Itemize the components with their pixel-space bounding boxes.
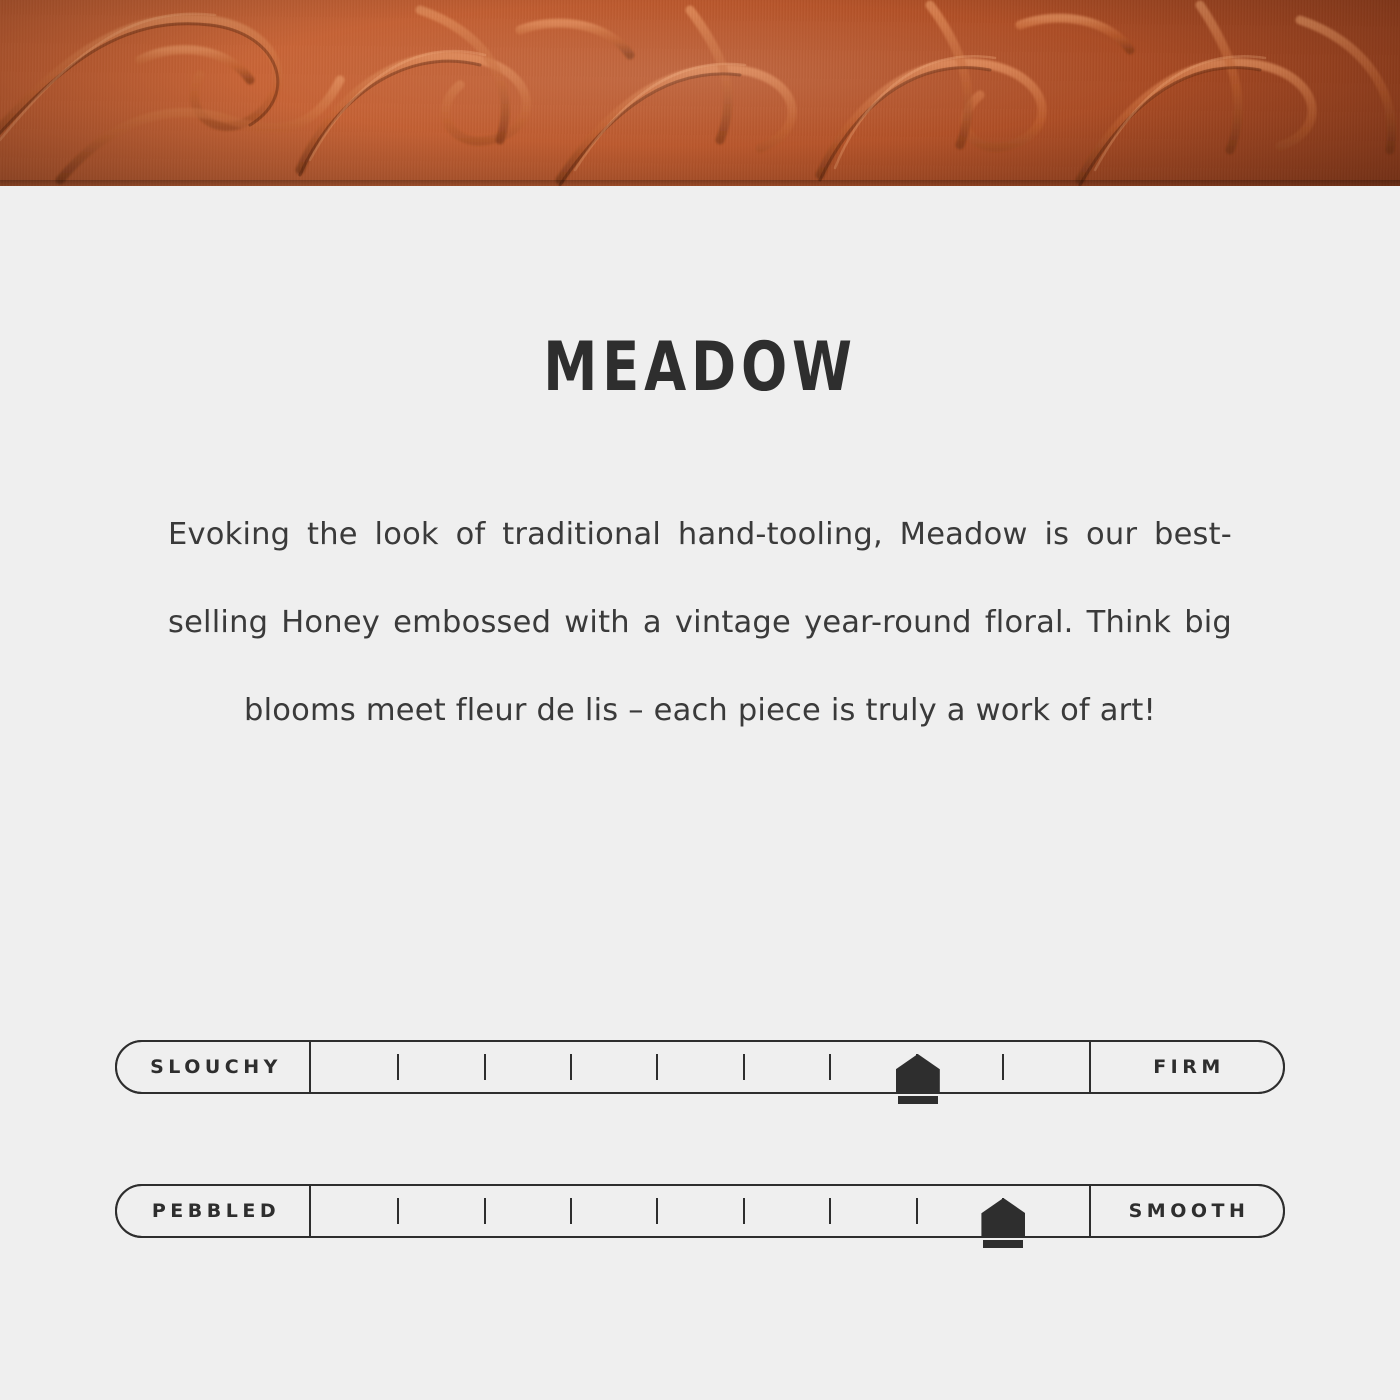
product-description: Evoking the look of traditional hand-tooling, Meadow is our best-selling Honey embossed with a vintage year-round floral. Think big blooms meet fleur de lis – each piece is truly a work of art! <box>168 517 1232 728</box>
scale-tick <box>829 1198 831 1224</box>
scale-marker[interactable] <box>981 1198 1025 1254</box>
leather-texture-banner <box>0 0 1400 186</box>
scale-tick <box>397 1054 399 1080</box>
scale-texture <box>115 1184 1285 1240</box>
scale-left-label: SLOUCHY <box>115 1040 311 1094</box>
scale-marker-base <box>983 1240 1023 1248</box>
scale-tick <box>829 1054 831 1080</box>
scale-tick <box>656 1054 658 1080</box>
scale-tick <box>570 1198 572 1224</box>
scale-tick <box>1002 1054 1004 1080</box>
scale-left-label: PEBBLED <box>115 1184 311 1238</box>
scale-tick <box>484 1054 486 1080</box>
scale-ticks <box>311 1184 1089 1238</box>
scale-right-label: FIRM <box>1089 1040 1285 1094</box>
scale-marker-pointer-icon <box>896 1054 940 1092</box>
text-content <box>0 186 1400 755</box>
scale-firmness <box>115 1040 1285 1096</box>
scale-tick <box>397 1198 399 1224</box>
scale-tick <box>570 1054 572 1080</box>
scale-ticks <box>311 1040 1089 1094</box>
scale-tick <box>743 1054 745 1080</box>
scale-tick <box>916 1198 918 1224</box>
scale-marker[interactable] <box>896 1054 940 1110</box>
scale-marker-base <box>898 1096 938 1104</box>
scale-right-label: SMOOTH <box>1089 1184 1285 1238</box>
leather-vignette <box>0 0 1400 186</box>
scale-tick <box>743 1198 745 1224</box>
scale-marker-pointer-icon <box>981 1198 1025 1236</box>
page-title: MEADOW <box>543 328 857 407</box>
attribute-scales <box>0 1040 1400 1240</box>
scale-tick <box>656 1198 658 1224</box>
scale-tick <box>484 1198 486 1224</box>
